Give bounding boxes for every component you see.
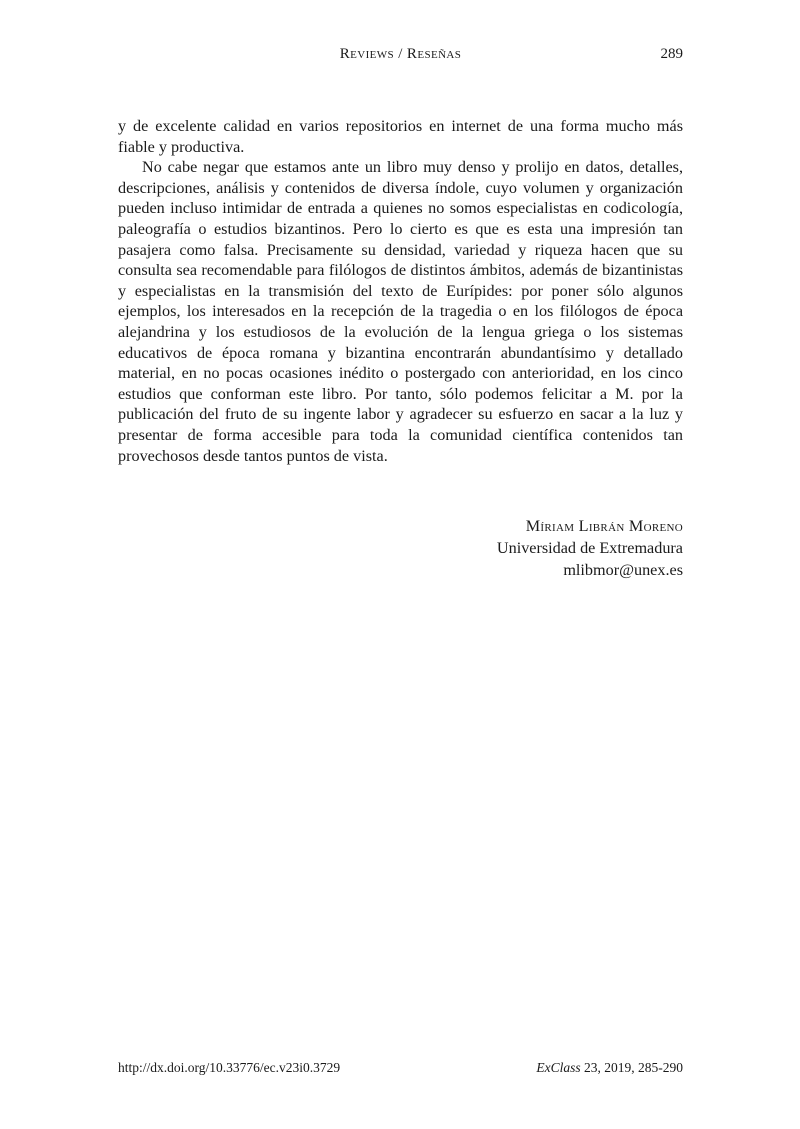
page-footer (118, 1060, 683, 1080)
running-title: Reviews / Reseñas (339, 46, 462, 62)
citation-details: 23, 2019, 285-290 (580, 1060, 683, 1075)
paragraph-continued: y de excelente calidad en varios repositorios en internet de una forma mucho más fiable y productiva. (118, 117, 683, 156)
doi-link: http://dx.doi.org/10.33776/ec.v23i0.3729 (118, 1060, 341, 1075)
running-header (118, 46, 683, 68)
reviewer-affiliation: Universidad de Extremadura (496, 539, 683, 557)
journal-name: ExClass (536, 1060, 581, 1075)
journal-citation (536, 1060, 683, 1076)
page-number: 289 (660, 46, 683, 62)
paragraph-conclusion: No cabe negar que estamos ante un libro muy denso y prolijo en datos, detalles, descripciones, análisis y contenidos de diversa índole, cuyo volumen y organización pueden incluso intimidar de entrada a quienes no somos especialistas en codicología, paleografía o estudios bizantinos. Pero lo cierto es que es esta una impresión tan pasajera como falsa. Precisamente su densidad, variedad y riqueza hacen que su consulta sea recomendable para filólogos de distintos ámbitos, además de bizantinistas y especialistas en la transmisión del texto de Eurípides: por poner sólo algunos ejemplos, los interesados en la recepción de la tragedia o en los filólogos de época alejandrina y los estudiosos de la evolución de la lengua griega o los sistemas educativos de época romana y bizantina encontrarán abundantísimo y detallado material, en no pocas ocasiones inédito o postergado con anterioridad, en los cinco estudios que conforman este libro. Por tanto, sólo podemos felicitar a M. por la publicación del fruto de su ingente labor y agradecer su esfuerzo en sacar a la luz y presentar de forma accesible para toda la comunidad científica contenidos tan provechosos desde tantos puntos de vista. (118, 158, 683, 465)
reviewer-email: mlibmor@unex.es (563, 561, 683, 579)
review-body (118, 116, 683, 466)
reviewer-signature (383, 515, 683, 581)
reviewer-name: Míriam Librán Moreno (525, 517, 683, 535)
